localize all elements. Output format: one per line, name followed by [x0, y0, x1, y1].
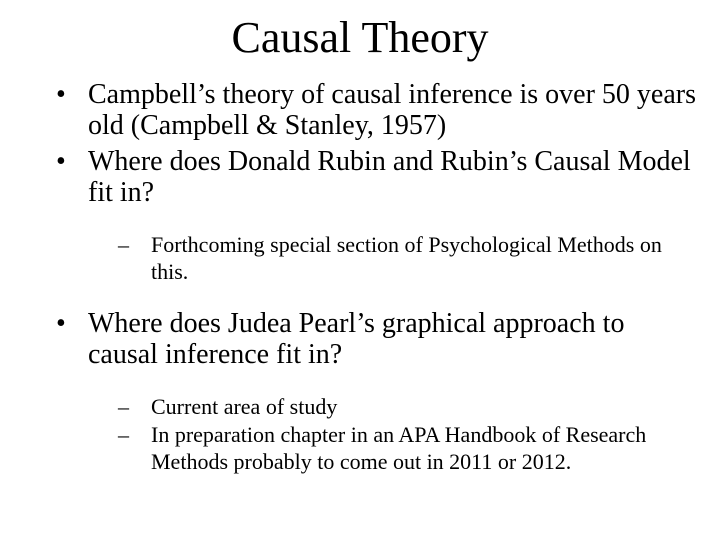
- sub-bullet-item: [88, 393, 696, 420]
- sub-bullet-marker: –: [118, 422, 129, 447]
- bullet-list: [56, 79, 696, 498]
- sub-bullet-item: [88, 231, 696, 285]
- bullet-item-campbell: [56, 79, 696, 141]
- bullet-marker: •: [56, 146, 66, 177]
- bullet-item-pearl: [56, 308, 696, 475]
- bullet-marker: •: [56, 79, 66, 110]
- sub-bullet-text: Forthcoming special section of Psychological Methods on this.: [151, 232, 662, 284]
- sub-bullet-list: [88, 393, 696, 475]
- sub-bullet-marker: –: [118, 232, 129, 257]
- sub-bullet-item: [88, 421, 696, 475]
- sub-bullet-text: Current area of study: [151, 394, 338, 419]
- slide-title: Causal Theory: [231, 13, 489, 62]
- sub-bullet-text: In preparation chapter in an APA Handbook of Research Methods probably to come out in 2011 or 2012.: [151, 422, 647, 474]
- bullet-text: Campbell’s theory of causal inference is over 50 years old (Campbell & Stanley, 1957): [88, 79, 697, 141]
- bullet-marker: •: [56, 308, 66, 339]
- bullet-text: Where does Judea Pearl’s graphical approach to causal inference fit in?: [88, 308, 625, 370]
- sub-bullet-marker: –: [118, 394, 129, 419]
- sub-bullet-list: [88, 231, 696, 285]
- bullet-text: Where does Donald Rubin and Rubin’s Causal Model fit in?: [88, 146, 691, 208]
- bullet-item-rubin: [56, 146, 696, 285]
